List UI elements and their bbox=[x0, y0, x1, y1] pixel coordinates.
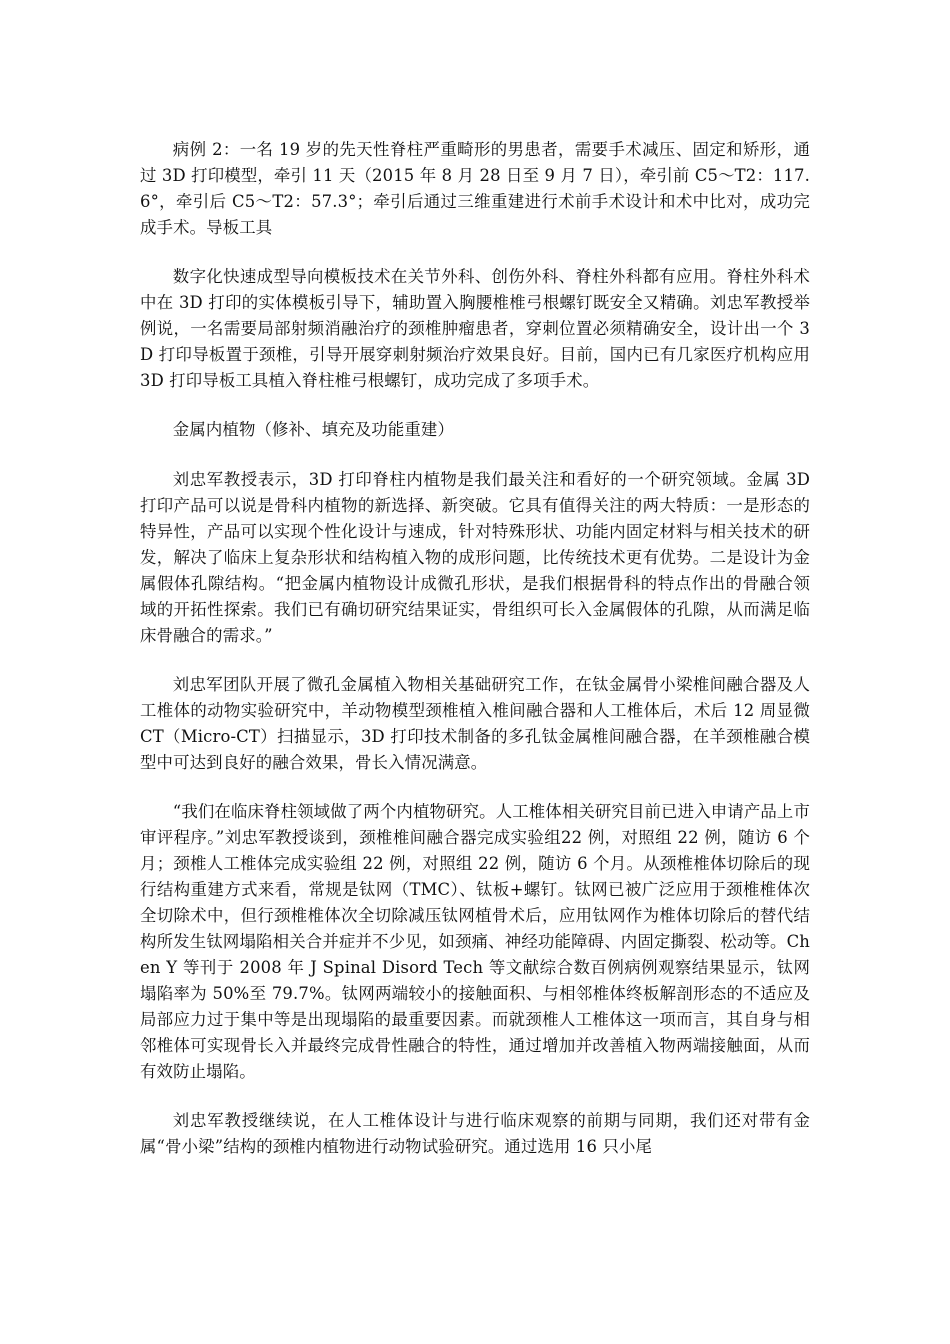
section-heading-metal-implants: 金属内植物（修补、填充及功能重建） bbox=[172, 420, 454, 439]
document-body bbox=[140, 137, 810, 1183]
paragraph-animal-trials: 刘忠军教授继续说，在人工椎体设计与进行临床观察的前期与同期，我们还对带有金属“骨小梁”结构的颈椎内植物进行动物试验研究。通过选用 16 只小尾 bbox=[140, 1111, 810, 1156]
paragraph-case-report: 病例 2：一名 19 岁的先天性脊柱严重畸形的男患者，需要手术减压、固定和矫形，通过 3D 打印模型，牵引 11 天（2015 年 8 月 28 日至 9 月 7 日），牵引前 C5～T2：117.6°，牵引后 C5～T2：57.3°；牵引后通过三维重建进行术前手术设计和术中比对，成功完成手术。导板工具 bbox=[140, 140, 810, 237]
paragraph-porous-metal-research: 刘忠军团队开展了微孔金属植入物相关基础研究工作，在钛金属骨小梁椎间融合器及人工椎体的动物实验研究中，羊动物模型颈椎植入椎间融合器和人工椎体后，术后 12 周显微 CT（Micro-CT）扫描显示，3D 打印技术制备的多孔钛金属椎间融合器，在羊颈椎融合模型中可达到良好的融合效果，骨长入情况满意。 bbox=[140, 675, 810, 772]
paragraph-clinical-studies: “我们在临床脊柱领域做了两个内植物研究。人工椎体相关研究目前已进入申请产品上市审评程序。”刘忠军教授谈到，颈椎椎间融合器完成实验组22 例，对照组 22 例，随访 6 个月；颈椎人工椎体完成实验组 22 例，对照组 22 例，随访 6 个月。从颈椎椎体切除后的现行结构重建方式来看，常规是钛网（TMC）、钛板+螺钉。钛网已被广泛应用于颈椎椎体次全切除术中，但行颈椎椎体次全切除减压钛网植骨术后，应用钛网作为椎体切除后的替代结构所发生钛网塌陷相关合并症并不少见，如颈痛、神经功能障碍、内固定撕裂、松动等。Chen Y 等刊于 2008 年 J Spinal Disord Tech 等文献综合数百例病例观察结果显示，钛网塌陷率为 50%至 79.7%。钛网两端较小的接触面积、与相邻椎体终板解剖形态的不适应及局部应力过于集中等是出现塌陷的最重要因素。而就颈椎人工椎体这一项而言，其自身与相邻椎体可实现骨长入并最终完成骨性融合的特性，通过增加并改善植入物两端接触面，从而有效防止塌陷。 bbox=[140, 802, 810, 1081]
paragraph-guide-template: 数字化快速成型导向模板技术在关节外科、创伤外科、脊柱外科都有应用。脊柱外科术中在 3D 打印的实体模板引导下，辅助置入胸腰椎椎弓根螺钉既安全又精确。刘忠军教授举例说，一名需要局部射频消融治疗的颈椎肿瘤患者，穿刺位置必须精确安全，设计出一个 3D 打印导板置于颈椎，引导开展穿刺射频治疗效果良好。目前，国内已有几家医疗机构应用 3D 打印导板工具植入脊柱椎弓根螺钉，成功完成了多项手术。 bbox=[140, 267, 810, 390]
paragraph-spinal-implants: 刘忠军教授表示，3D 打印脊柱内植物是我们最关注和看好的一个研究领域。金属 3D 打印产品可以说是骨科内植物的新选择、新突破。它具有值得关注的两大特质：一是形态的特异性，产品可以实现个性化设计与速成，针对特殊形状、功能内固定材料与相关技术的研发，解决了临床上复杂形状和结构植入物的成形问题，比传统技术更有优势。二是设计为金属假体孔隙结构。“把金属内植物设计成微孔形状，是我们根据骨科的特点作出的骨融合领域的开拓性探索。我们已有确切研究结果证实，骨组织可长入金属假体的孔隙，从而满足临床骨融合的需求。” bbox=[140, 470, 810, 645]
